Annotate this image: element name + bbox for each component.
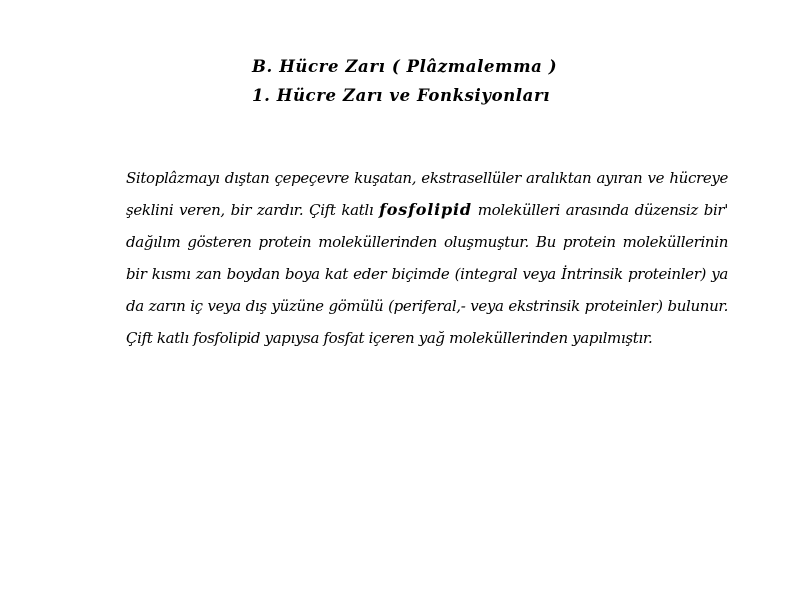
section-heading (252, 52, 557, 110)
section-subtitle: 1. Hücre Zarı ve Fonksiyonları (252, 86, 551, 105)
section-title: B. Hücre Zarı ( Plâzmalemma ) (252, 57, 558, 76)
body-paragraph (126, 162, 728, 354)
paragraph-text-part1: Sitoplâzmayı dıştan çepeçevre kuşatan, ekstrasellüler aralıktan ayıran ve hücreye şeklini veren, bir zardır. Çift katlı (126, 169, 728, 219)
paragraph-emphasis-term: fosfolipid (379, 200, 472, 219)
paragraph-text-part2: molekülleri arasında düzensiz bir' dağılım gösteren protein moleküllerinden oluşmuştur. Bu protein moleküllerinin bir kısmı zan boydan boya kat eder biçimde (integral veya İntrinsik proteinler) ya da zarın iç veya dış yüzüne gömülü (periferal,- veya ekstrinsik proteinler) bulunur. Çift katlı fosfolipid yapıysa fosfat içeren yağ moleküllerinden yapılmıştır. (126, 201, 729, 347)
